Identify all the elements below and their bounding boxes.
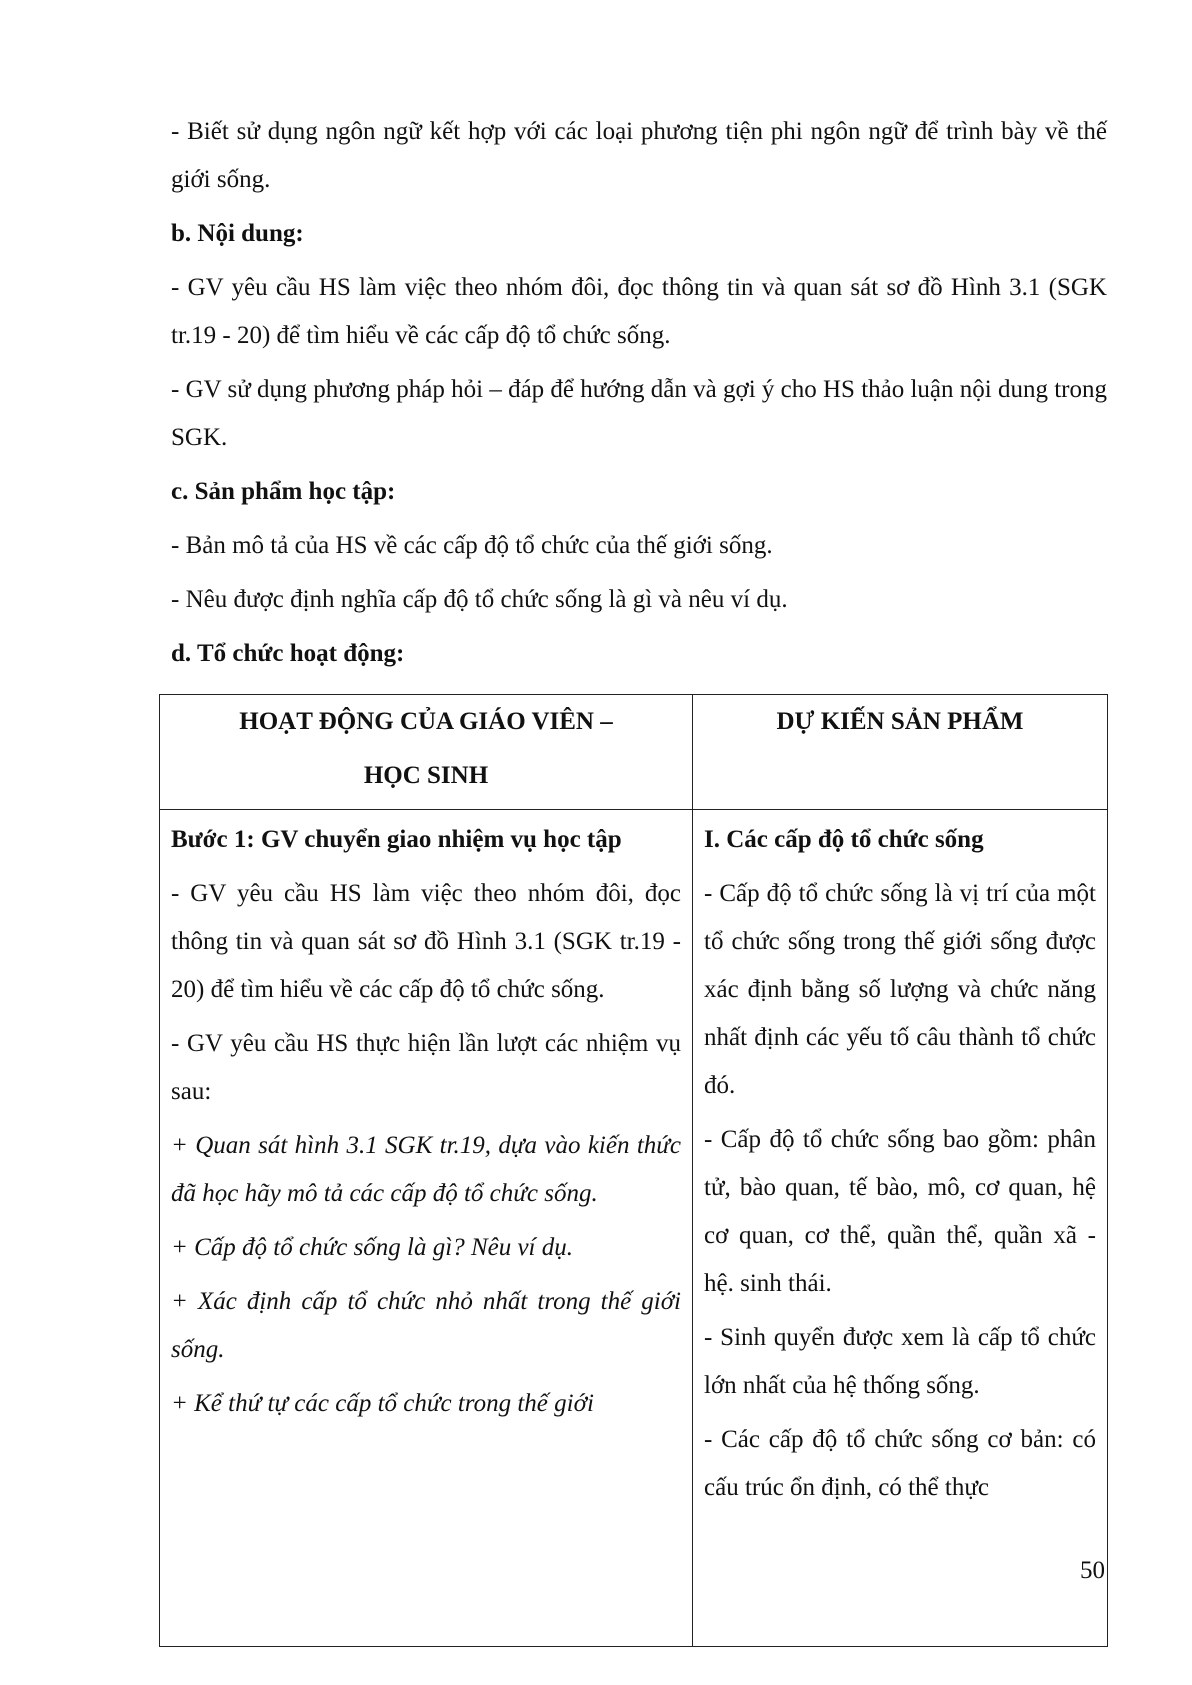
page-number: 50 — [1080, 1557, 1105, 1584]
table-row — [160, 810, 1108, 1647]
header-left-line-2: HỌC SINH — [363, 762, 489, 789]
cell-expected-products — [693, 810, 1108, 1647]
header-right-text: DỰ KIẾN SẢN PHẨM — [776, 708, 1024, 735]
section-title: I. Các cấp độ tổ chức sống — [704, 826, 984, 853]
page-content — [171, 108, 1107, 678]
teacher-task-2: - GV yêu cầu HS thực hiện lần lượt các nhiệm vụ sau: — [171, 1030, 681, 1105]
question-1: + Quan sát hình 3.1 SGK tr.19, dựa vào kiến thức đã học hãy mô tả các cấp độ tổ chức sống. — [171, 1132, 681, 1207]
product-point-4: - Các cấp độ tổ chức sống cơ bản: có cấu trúc ổn định, có thể thực — [704, 1426, 1096, 1501]
paragraph-content-1: - GV yêu cầu HS làm việc theo nhóm đôi, đọc thông tin và quan sát sơ đồ Hình 3.1 (SGK tr.19 - 20) để tìm hiểu về các cấp độ tổ chức sống. — [171, 274, 1107, 349]
heading-content: b. Nội dung: — [171, 220, 304, 247]
activity-table — [159, 694, 1108, 1647]
question-2: + Cấp độ tổ chức sống là gì? Nêu ví dụ. — [171, 1234, 574, 1261]
product-point-3: - Sinh quyển được xem là cấp tổ chức lớn nhất của hệ thống sống. — [704, 1324, 1096, 1399]
paragraph-content-2: - GV sử dụng phương pháp hỏi – đáp để hướng dẫn và gợi ý cho HS thảo luận nội dung trong SGK. — [171, 376, 1107, 451]
question-4: + Kể thứ tự các cấp tổ chức trong thế giới — [171, 1390, 594, 1417]
header-teacher-student — [160, 695, 693, 810]
step-1-title: Bước 1: GV chuyển giao nhiệm vụ học tập — [171, 826, 622, 853]
heading-products: c. Sản phẩm học tập: — [171, 478, 396, 505]
header-expected-product — [693, 695, 1108, 810]
paragraph-objective: - Biết sử dụng ngôn ngữ kết hợp với các loại phương tiện phi ngôn ngữ để trình bày về thế giới sống. — [171, 118, 1107, 193]
question-3: + Xác định cấp tổ chức nhỏ nhất trong thế giới sống. — [171, 1288, 681, 1363]
paragraph-product-1: - Bản mô tả của HS về các cấp độ tổ chức của thế giới sống. — [171, 532, 773, 559]
table-header-row — [160, 695, 1108, 810]
product-point-1: - Cấp độ tổ chức sống là vị trí của một tổ chức sống trong thế giới sống được xác định bằng số lượng và chức năng nhất định các yếu tố câu thành tổ chức đó. — [704, 880, 1096, 1099]
cell-teacher-activities — [160, 810, 693, 1647]
header-left-line-1: HOẠT ĐỘNG CỦA GIÁO VIÊN – — [239, 708, 613, 735]
paragraph-product-2: - Nêu được định nghĩa cấp độ tổ chức sống là gì và nêu ví dụ. — [171, 586, 788, 613]
product-point-2: - Cấp độ tổ chức sống bao gồm: phân tử, bào quan, tế bào, mô, cơ quan, hệ cơ quan, cơ thể, quần thể, quần xã - hệ. sinh thái. — [704, 1126, 1096, 1297]
teacher-task-1: - GV yêu cầu HS làm việc theo nhóm đôi, đọc thông tin và quan sát sơ đồ Hình 3.1 (SGK tr.19 - 20) để tìm hiểu về các cấp độ tổ chức sống. — [171, 880, 681, 1003]
heading-organization: d. Tổ chức hoạt động: — [171, 640, 405, 667]
